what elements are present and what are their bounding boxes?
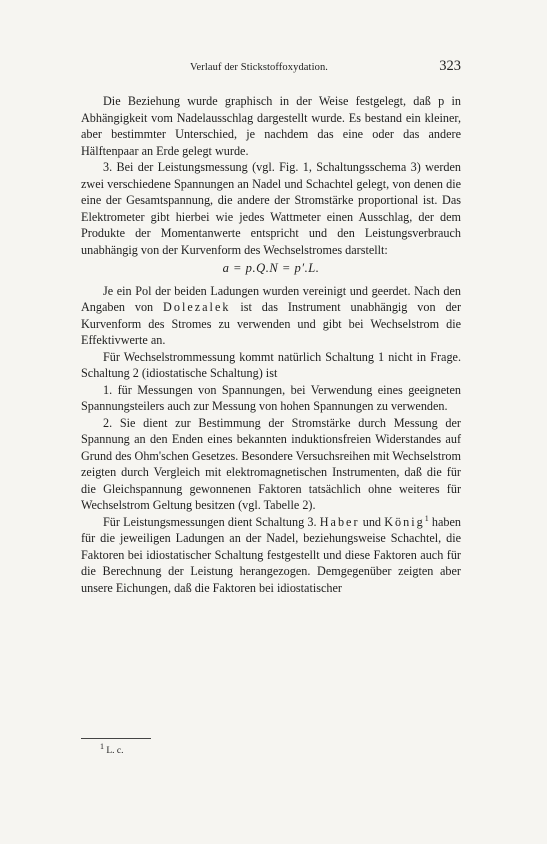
author-name-koenig: König — [384, 514, 425, 529]
paragraph-6: 2. Sie dient zur Bestimmung der Stromstärke durch Messung der Spannung an den Enden eines bekannten induktionsfreien Widerstandes auf Grund des Ohm'schen Gesetzes. Besondere Versuchsreihen mit Wechselstrom zeigten durch Vergleich mit elektromagnetischen Instrumenten, daß die für die Gleichspannung gewonnenen Faktoren tatsächlich ohne weiteres für Wechselstrom Geltung besitzen (vgl. Tabelle 2). — [81, 415, 461, 512]
paragraph-4: Für Wechselstrommessung kommt natürlich Schaltung 1 nicht in Frage. Schaltung 2 (idiostatische Schaltung) ist — [81, 349, 461, 380]
paragraph-1: Die Beziehung wurde graphisch in der Weise festgelegt, daß p in Abhängigkeit vom Nadelausschlag dargestellt wurde. Es bestand ein kleiner, aber bestimmter Unterschied, je nachdem das eine oder das andere Hälftenpaar an Erde gelegt wurde. — [81, 94, 461, 158]
body-text — [81, 93, 461, 596]
paragraph-5: 1. für Messungen von Spannungen, bei Verwendung eines geeigneten Spannungsteilers auch zur Messung von hohen Spannungen zu verwenden. — [81, 382, 461, 413]
paragraph-3-end: ist das Instrument unabhängig von der Kurvenform des Stromes zu verwenden und gibt bei Wechselstrom die Effektivwerte an. — [81, 300, 462, 347]
author-name-dolezalek: Dolezalek — [163, 300, 231, 314]
paragraph-7-end: haben für die jeweiligen Ladungen an der Nadel, beziehungsweise Schachtel, die Faktoren bei idiostatischer Schaltung festgestellt und diese Faktoren auch für die Berechnung der Leistung herangezogen. Demgegenüber zeigten aber unsere Eichungen, daß die Faktoren bei idiostatischer — [81, 514, 461, 595]
paragraph-7-start: Für Leistungsmessungen dient Schaltung 3. — [103, 514, 317, 529]
page-header — [80, 58, 461, 76]
paragraph-7-and: und — [362, 514, 382, 529]
formula: a = p.Q.N = p′.L. — [222, 261, 320, 275]
footnote-mark: 1 — [100, 741, 104, 751]
footnote-text: L. c. — [106, 746, 124, 756]
paragraph-3 — [81, 283, 461, 349]
paragraph-2: 3. Bei der Leistungsmessung (vgl. Fig. 1, Schaltungsschema 3) werden zwei verschiedene Spannungen an Nadel und Schachtel gelegt, von denen die eine der Gesamtspannung, die andere der Stromstärke proportional ist. Das Elektrometer gibt hierbei wie jedes Wattmeter einen Ausschlag, der dem Produkte der Momentanwerte entspricht und den Leistungsverbrauch unabhängig von der Kurvenform des Wechselstromes darstellt: — [81, 160, 461, 257]
footnote-reference: 1 — [424, 513, 429, 523]
footnote — [100, 741, 124, 756]
page-number: 323 — [439, 58, 461, 74]
running-title: Verlauf der Stickstoffoxydation. — [190, 62, 329, 73]
paragraph-3-start: Je ein Pol der beiden Ladungen wurden vereinigt und geerdet. Nach den Angaben von — [81, 283, 461, 314]
footnote-divider — [81, 738, 151, 739]
paragraph-7 — [81, 514, 461, 597]
author-name-haber: Haber — [319, 514, 360, 529]
